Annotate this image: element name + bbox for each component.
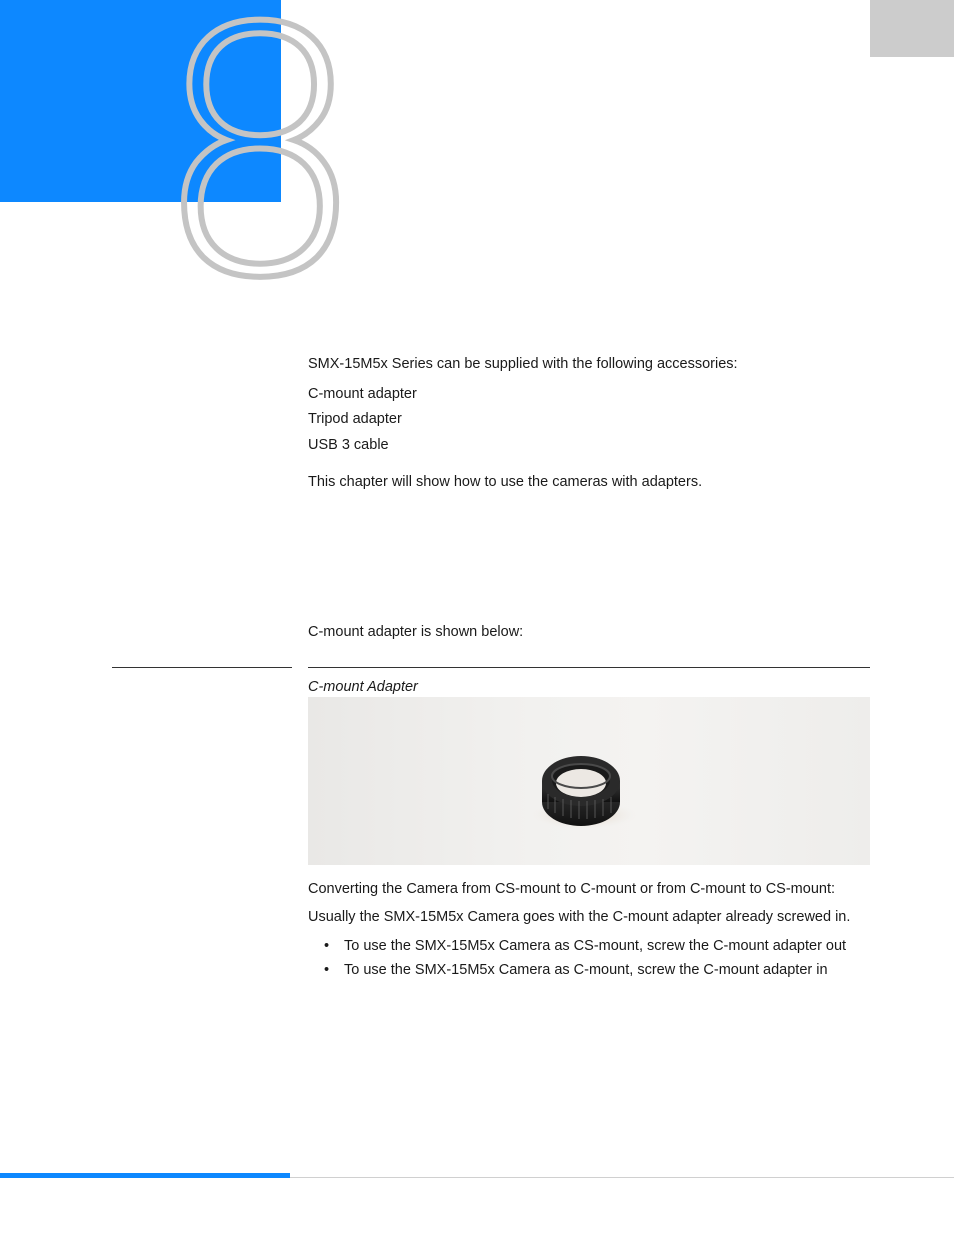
chapter-number-text: 8 — [152, 0, 369, 353]
list-item-text: To use the SMX-15M5x Camera as CS-mount, screw the C-mount adapter out — [344, 938, 847, 954]
footer-rule — [290, 1177, 954, 1178]
list-item — [308, 937, 846, 961]
accessory-item: C-mount adapter — [308, 386, 417, 402]
bullet-icon: • — [324, 962, 330, 978]
figure-rule-right — [308, 667, 870, 668]
usually-text: Usually the SMX-15M5x Camera goes with the C-mount adapter already screwed in. — [308, 909, 851, 925]
footer-accent-bar — [0, 1173, 290, 1178]
chapter-intro-closing: This chapter will show how to use the cameras with adapters. — [308, 474, 703, 490]
figure-rule-left — [112, 667, 292, 668]
cmount-adapter-photo — [308, 697, 870, 865]
bullet-icon: • — [324, 938, 330, 954]
list-item — [308, 961, 846, 985]
accessories-lead: SMX-15M5x Series can be supplied with the following accessories: — [308, 356, 738, 372]
accessory-item: USB 3 cable — [308, 437, 389, 453]
accessory-item: Tripod adapter — [308, 411, 402, 427]
mount-instructions-list — [308, 937, 846, 985]
list-item-text: To use the SMX-15M5x Camera as C-mount, screw the C-mount adapter in — [344, 962, 828, 978]
chapter-number — [152, 0, 369, 353]
converting-heading: Converting the Camera from CS-mount to C-mount or from C-mount to CS-mount: — [308, 881, 836, 897]
chapter-tab — [870, 0, 954, 57]
figure-caption: C-mount Adapter — [308, 679, 418, 695]
cmount-lead: C-mount adapter is shown below: — [308, 624, 524, 640]
adapter-ring-illustration — [308, 697, 870, 865]
